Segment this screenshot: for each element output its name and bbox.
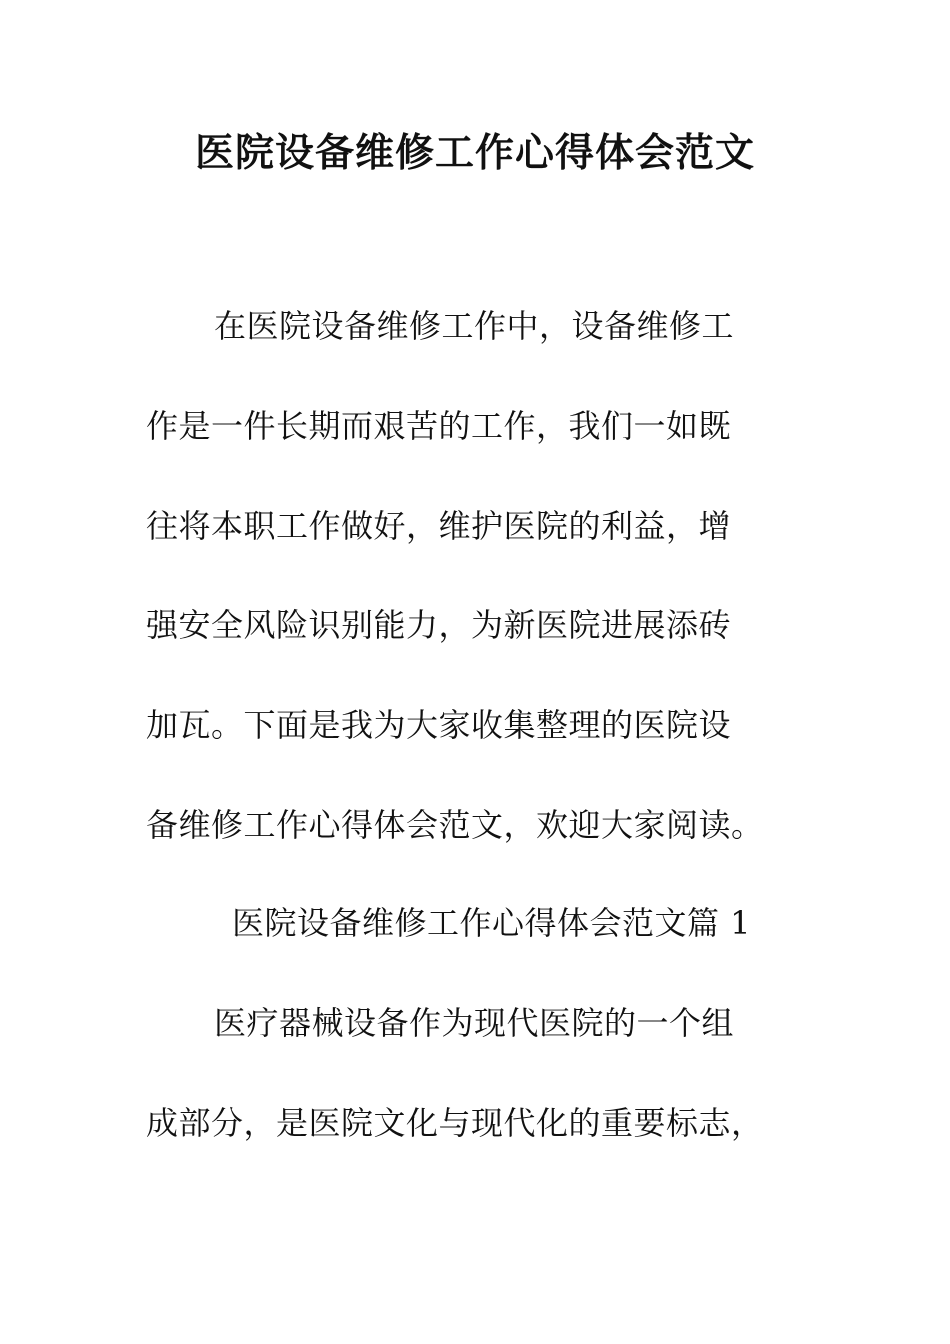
intro-paragraph-line: 在医院设备维修工作中，设备维修工: [214, 307, 735, 345]
document-title: 医院设备维修工作心得体会范文: [194, 130, 755, 176]
section-paragraph-line: 成部分，是医院文化与现代化的重要标志，: [146, 1104, 764, 1142]
intro-paragraph-line: 强安全风险识别能力，为新医院进展添砖: [146, 606, 732, 644]
section-heading: 医院设备维修工作心得体会范文篇 1: [232, 904, 752, 942]
intro-paragraph-line: 加瓦。下面是我为大家收集整理的医院设: [146, 706, 732, 744]
intro-paragraph-line: 作是一件长期而艰苦的工作，我们一如既: [146, 407, 732, 445]
intro-paragraph-line: 备维修工作心得体会范文，欢迎大家阅读。: [146, 806, 764, 844]
intro-paragraph-line: 往将本职工作做好，维护医院的利益，增: [146, 507, 732, 545]
section-paragraph-line: 医疗器械设备作为现代医院的一个组: [214, 1004, 735, 1042]
